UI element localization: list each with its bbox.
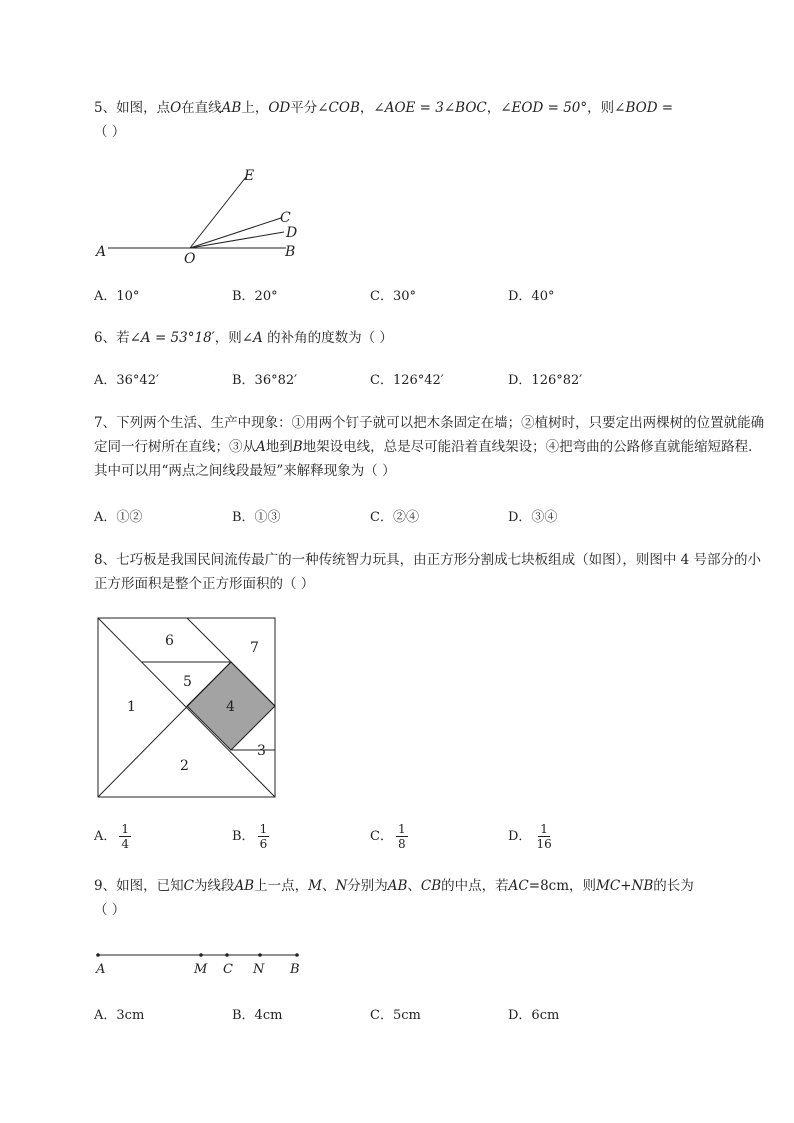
- option-c[interactable]: C．126°42′: [370, 373, 444, 388]
- piece-label-2: 2: [180, 758, 189, 774]
- label-A: A: [96, 244, 107, 260]
- question-number: 6、: [94, 330, 117, 346]
- q8-tangram-figure: [94, 614, 280, 800]
- point-C: [225, 953, 229, 957]
- option-c[interactable]: C．5cm: [370, 1008, 421, 1023]
- given-angle: ∠A = 53°18′: [129, 330, 215, 346]
- point-N: [258, 953, 262, 957]
- answer-blank: （ ）: [94, 902, 126, 918]
- label-C: C: [280, 210, 291, 226]
- question-6-stem: 6、若∠A = 53°18′，则∠A 的补角的度数为（ ）: [94, 330, 393, 346]
- option-a[interactable]: A．①②: [94, 510, 143, 525]
- asked-angle: ∠BOD =: [614, 100, 674, 116]
- piece-label-7: 7: [250, 640, 259, 656]
- label-B: B: [285, 244, 296, 260]
- question-6-options: [94, 369, 774, 393]
- label-E: E: [244, 168, 255, 184]
- q9-segment-figure: [90, 944, 310, 980]
- piece-label-5: 5: [183, 674, 192, 690]
- question-7-stem: 7、下列两个生活、生产中现象：①用两个钉子就可以把木条固定在墙；②植树时，只要定出两棵树的位置就能确定同一行树所在直线；③从A地到B地架设电线，总是尽可能沿着直线架设；④把弯曲的公路修直就能缩短路程．其中可以用“两点之间线段最短”来解释现象为（ ）: [94, 415, 765, 479]
- option-d[interactable]: D．6cm: [508, 1008, 560, 1023]
- ray-OC: [190, 218, 281, 248]
- option-d[interactable]: D．③④: [508, 510, 558, 525]
- fraction: $\frac{1}{6}$: [259, 822, 268, 851]
- option-a[interactable]: A．3cm: [94, 1008, 145, 1023]
- option-c[interactable]: C．30°: [370, 289, 416, 304]
- condition-angle-relation: ∠AOE = 3∠BOC: [373, 100, 487, 116]
- point-A: [96, 953, 100, 957]
- fraction: $\frac{1}{16}$: [536, 822, 552, 851]
- option-b[interactable]: B．20°: [232, 289, 278, 304]
- answer-blank: （ ）: [94, 124, 126, 140]
- label-A: A: [96, 962, 106, 977]
- condition-angle-value: ∠EOD = 50°: [500, 100, 588, 116]
- fraction: $\frac{1}{8}$: [397, 822, 406, 851]
- point-M: [199, 953, 203, 957]
- option-a[interactable]: A． $\frac{1}{4}$: [94, 822, 130, 851]
- label-B: B: [290, 962, 300, 977]
- label-N: N: [253, 962, 265, 977]
- question-8-stem: 8、七巧板是我国民间流传最广的一种传统智力玩具，由正方形分割成七块板组成（如图），则图中 4 号部分的小正方形面积是整个正方形面积的（ ）: [94, 552, 762, 592]
- label-O: O: [184, 251, 196, 267]
- question-number: 9、: [94, 878, 117, 894]
- condition-bisect: ∠COB: [317, 100, 360, 116]
- question-7-options: [94, 506, 774, 530]
- piece-label-3: 3: [257, 743, 266, 759]
- label-M: M: [194, 962, 208, 977]
- option-a[interactable]: A．10°: [94, 289, 140, 304]
- option-d[interactable]: D． $\frac{1}{16}$: [508, 822, 552, 851]
- ray-OE: [190, 177, 246, 248]
- option-b[interactable]: B．4cm: [232, 1008, 283, 1023]
- option-c[interactable]: C．②④: [370, 510, 419, 525]
- point-B: [295, 953, 299, 957]
- question-5-options: [94, 285, 774, 309]
- question-9-options: [94, 1004, 774, 1028]
- option-b[interactable]: B．①③: [232, 510, 281, 525]
- option-a[interactable]: A．36°42′: [94, 373, 159, 388]
- fraction: $\frac{1}{4}$: [121, 822, 130, 851]
- question-9-stem: 9、如图，已知C为线段AB上一点，M、N分别为AB、CB的中点，若AC=8cm，则MC+NB的长为 （ ）: [94, 878, 694, 918]
- question-8-options: [94, 822, 774, 858]
- label-C: C: [223, 962, 233, 977]
- label-D: D: [286, 225, 298, 241]
- ray-OD: [190, 232, 284, 248]
- piece-label-4: 4: [226, 699, 235, 715]
- piece-label-1: 1: [127, 699, 136, 715]
- option-b[interactable]: B．36°82′: [232, 373, 298, 388]
- piece-label-6: 6: [165, 633, 174, 649]
- q5-angle-figure: [90, 165, 320, 270]
- option-d[interactable]: D．40°: [508, 289, 555, 304]
- question-number: 5、: [94, 100, 117, 116]
- option-c[interactable]: C． $\frac{1}{8}$: [370, 822, 406, 851]
- question-5-stem: 5、如图，点O在直线AB上，OD平分∠COB，∠AOE = 3∠BOC，∠EOD = 50°，则∠BOD = （ ）: [94, 100, 674, 140]
- option-b[interactable]: B． $\frac{1}{6}$: [232, 822, 268, 851]
- option-d[interactable]: D．126°82′: [508, 373, 583, 388]
